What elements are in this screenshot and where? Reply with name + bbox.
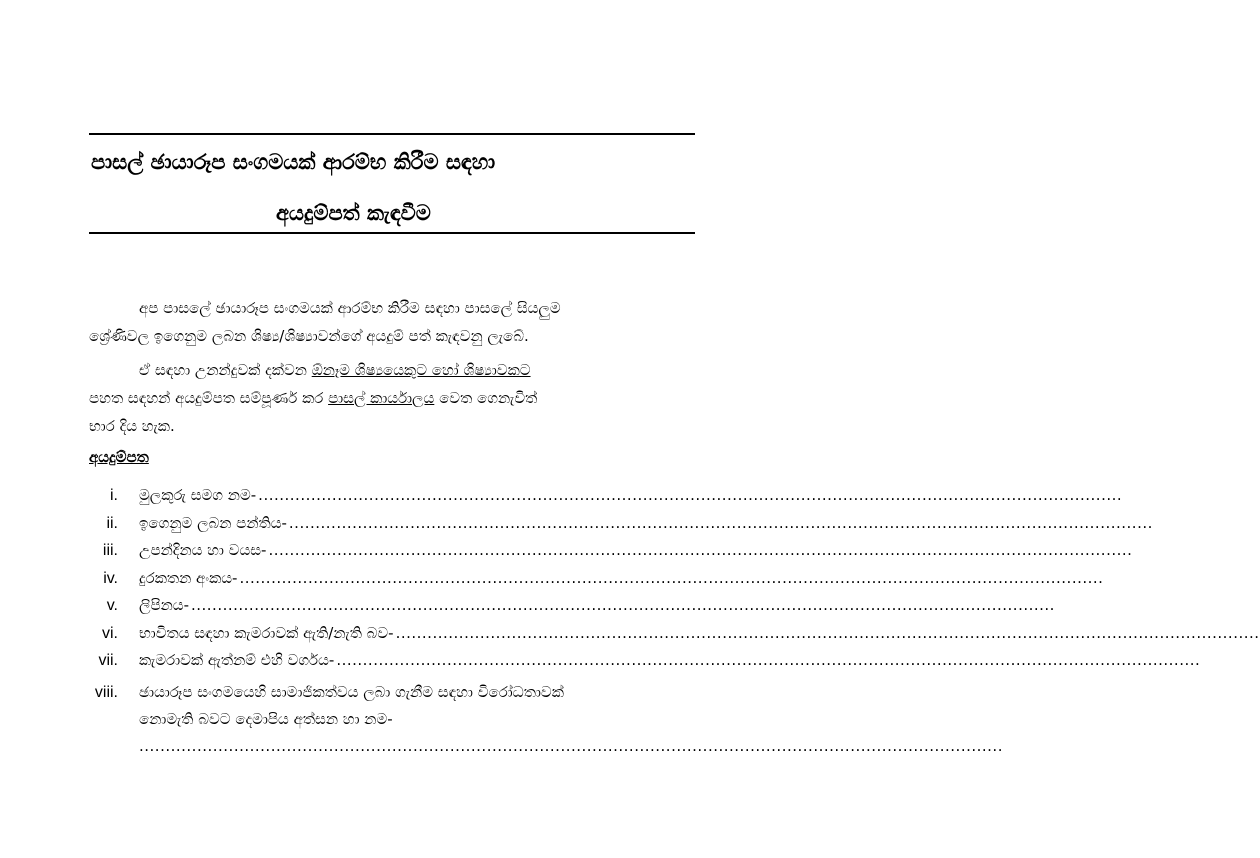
fill-in-dotted-line[interactable]: .................................................................................................................................................................... [288,513,1153,532]
item-number: iv. [103,569,118,587]
title-bottom-rule [89,232,695,234]
consent-line-1: ඡායාරූප සංගමයෙහි සාමාජිකත්වය ලබා ගැනීම සඳහා විරෝධතාවක් [139,682,564,701]
signature-dotted-line[interactable]: .................................................................................................................................................................... [139,736,1003,755]
instruction-line-1-text: ඒ සඳහා උනන්දුවක් දක්වන [139,361,312,379]
consent-line-2: නොමැති බවට දෙමාපිය අත්සන හා නම- [139,709,393,728]
form-item-camera-availability [80,623,1260,652]
instruction-line-2-text: පහත සඳහන් අයදුම්පත සම්පූර්ණ කර [89,389,329,407]
fill-in-dotted-line[interactable]: .................................................................................................................................................................... [190,596,1055,614]
instruction-line-1 [89,356,695,384]
form-item-camera-type [80,651,1201,679]
application-form-list [80,486,1260,760]
fill-in-dotted-line[interactable]: .................................................................................................................................................................... [395,623,1260,642]
intro-line-2: ශ්‍රේණිවල ඉගෙනුම ලබන ශිෂ්‍ය/ශිෂ්‍යාවන්ගේ අයදුම් පත් කැඳවනු ලැබේ. [89,327,529,345]
form-item-parent-consent [80,679,1003,760]
instruction-line-2 [89,384,695,412]
fill-in-dotted-line[interactable]: .................................................................................................................................................................... [239,568,1104,587]
school-office-underlined: පාසල් කාර්යාලය [328,389,435,407]
item-label: කැමරාවක් ඇත්නම් එහි වර්ගය- [139,651,335,669]
fill-in-dotted-line[interactable]: .................................................................................................................................................................... [336,651,1201,669]
item-label: දුරකතන අංකය- [139,568,238,587]
document-title-line-2: අයදුම්පත් කැඳවීම [276,201,431,225]
fill-in-dotted-line[interactable]: .................................................................................................................................................................... [268,541,1133,559]
item-number: ii. [106,514,118,532]
instruction-line-2-end: වෙත ගෙනැවිත් [434,389,538,407]
item-label: ඉගෙනුම ලබන පන්තිය- [139,513,287,532]
form-item-name [80,486,1123,514]
form-item-grade [80,513,1153,542]
item-label: මුලකුරු සමග නම- [139,486,257,504]
intro-line-1: අප පාසලේ ඡායාරූප සංගමයක් ආරම්භ කිරීම සඳහා පාසලේ සියලුම [139,299,561,317]
form-item-birthday-age [80,541,1133,569]
instruction-paragraph [89,356,695,440]
item-number: iii. [102,542,118,559]
application-form-heading: අයදුම්පත [89,448,149,466]
form-item-phone [80,568,1104,597]
item-number: v. [106,597,118,614]
item-number: vi. [102,624,118,642]
form-item-address [80,596,1055,624]
fill-in-dotted-line[interactable]: .................................................................................................................................................................... [258,486,1123,504]
eligible-students-underlined: ඕනෑම ශිෂ්‍යයෙකුට හෝ ශිෂ්‍යාවකට [311,361,531,379]
item-label: උපන්දිනය හා වයස- [139,541,267,559]
item-number: vii. [98,652,118,669]
intro-paragraph [89,294,695,350]
consent-body [139,679,1003,760]
document-title-line-1: පාසල් ඡායාරූප සංගමයක් ආරම්භ කිරීම සඳහා [91,150,496,174]
instruction-line-3: භාර දිය හැක. [89,417,175,435]
title-top-rule [89,133,695,135]
item-number: i. [110,487,118,504]
item-label: ලිපිනය- [139,596,189,614]
item-number: viii. [94,683,118,701]
item-label: භාවිතය සඳහා කැමරාවක් ඇති/නැති බව- [139,623,394,642]
